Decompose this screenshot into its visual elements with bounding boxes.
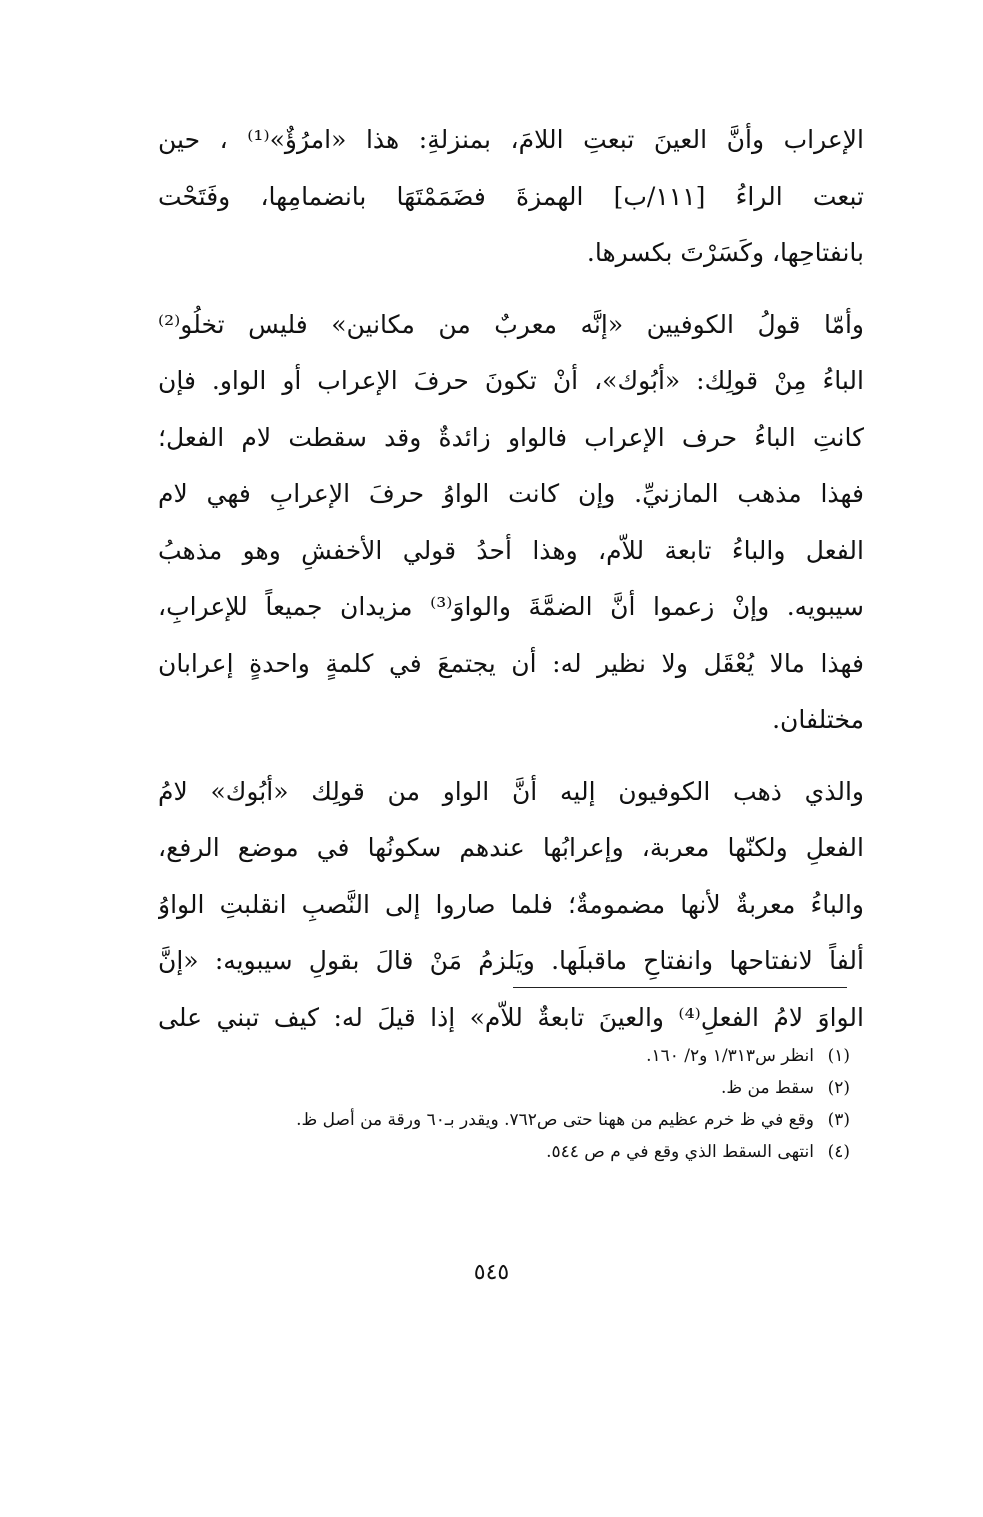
footnote-text: انظر س١/٣١٣ و٢/ ١٦٠. — [646, 1046, 814, 1066]
text-line: فهذا مذهب المازنيِّ. وإن كانت الواوُ حرفَ الإعرابِ فهي لام — [158, 479, 864, 508]
text-line: مختلفان. — [772, 705, 864, 734]
text-line: الواوَ لامُ الفعلِ⁽⁴⁾ والعينَ تابعةٌ للاّم» إذا قيلَ له: كيف تبني على — [158, 1002, 864, 1032]
text-line: الباءُ مِنْ قولِك: «أبُوك»، أنْ تكونَ حرفَ الإعراب أو الواو. فإن — [158, 366, 864, 395]
footnote — [150, 1072, 850, 1104]
footnote-number: (١) — [827, 1046, 850, 1066]
text-line: كانتِ الباءُ حرف الإعراب فالواو زائدةٌ وقد سقطت لام الفعل؛ — [158, 422, 864, 452]
footnote — [150, 1040, 850, 1072]
text-line: الإعراب وأنَّ العينَ تبعتِ اللامَ، بمنزلةِ: هذا «امرُؤٌ»⁽¹⁾ ، حين — [158, 125, 864, 154]
footnote-text: وقع في ظ خرم عظيم من ههنا حتى ص٧٦٢. ويقدر بـ٦٠ ورقة من أصل ظ. — [296, 1110, 814, 1130]
text-line: والباءُ معربةٌ لأنها مضمومةٌ؛ فلما صاروا إلى النَّصبِ انقلبتِ الواوُ — [158, 889, 864, 919]
footnote-separator — [513, 987, 847, 988]
footnote — [150, 1136, 850, 1168]
footnote-number: (٣) — [827, 1110, 850, 1130]
text-line: الفعل والباءُ تابعة للاّم، وهذا أحدُ قولي الأخفشِ وهو مذهبُ — [158, 535, 864, 565]
page-number: ٥٤٥ — [473, 1260, 510, 1285]
main-text — [158, 112, 864, 1046]
footnote-number: (٤) — [827, 1142, 850, 1162]
text-line: سيبويه. وإنْ زعموا أنَّ الضمَّةَ والواوَ⁽³⁾ مزيدان جميعاً للإعرابِ، — [158, 592, 864, 621]
text-line: فهذا مالا يُعْقَل ولا نظير له: أن يجتمعَ في كلمةٍ واحدةٍ إعرابان — [158, 648, 864, 678]
footnote-text: انتهى السقط الذي وقع في م ص ٥٤٤. — [546, 1142, 814, 1162]
text-line: بانفتاحِها، وكَسَرْتَ بكسرها. — [586, 238, 864, 267]
footnote — [150, 1104, 850, 1136]
footnotes — [150, 1040, 850, 1168]
text-line: والذي ذهب الكوفيون إليه أنَّ الواو من قولِك «أبُوك» لامُ — [158, 776, 864, 806]
text-line: وأمّا قولُ الكوفيين «إنَّه معربٌ من مكانين» فليس تخلُو⁽²⁾ — [158, 309, 864, 339]
footnote-number: (٢) — [827, 1078, 850, 1098]
text-line: الفعلِ ولكنّها معربة، وإعرابُها عندهم سكونُها في موضع الرفع، — [158, 833, 864, 862]
footnote-text: سقط من ظ. — [721, 1078, 814, 1098]
text-line: تبعت الراءُ [١١١/ب] الهمزةَ فضَمَمْتَهَا بانضمامِها، وفَتَحْت — [158, 181, 864, 211]
text-line: ألفاً لانفتاحها وانفتاحِ ماقبلَها. ويَلزمُ مَنْ قالَ بقولِ سيبويه: «إنَّ — [158, 946, 864, 975]
